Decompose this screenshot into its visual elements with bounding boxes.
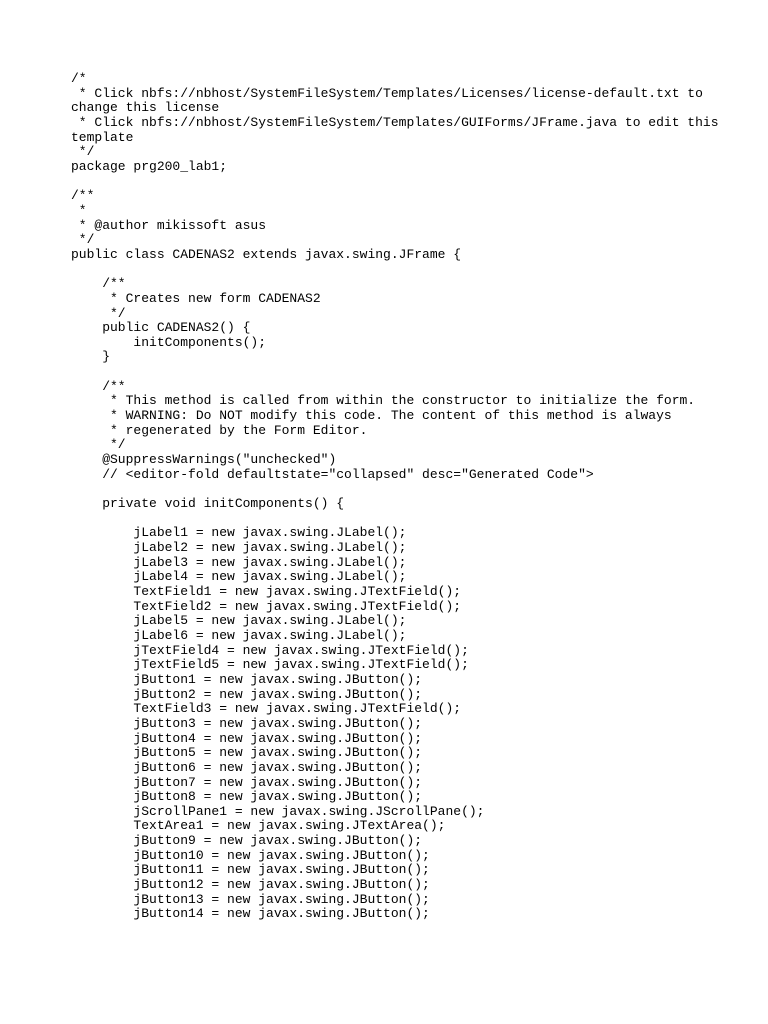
code-line: jButton1 = new javax.swing.JButton();: [71, 671, 423, 687]
code-line: /**: [71, 378, 126, 394]
code-line: * Click nbfs://nbhost/SystemFileSystem/Templates/Licenses/license-default.txt to: [71, 85, 703, 101]
code-line: jButton11 = new javax.swing.JButton();: [71, 862, 430, 878]
code-line: jLabel2 = new javax.swing.JLabel();: [71, 540, 407, 555]
code-line: private void initComponents() {: [71, 496, 345, 512]
code-line: * Creates new form CADENAS2: [71, 290, 321, 306]
code-line: package prg200_lab1;: [71, 158, 228, 174]
code-line: jLabel3 = new javax.swing.JLabel();: [71, 554, 407, 570]
code-line: jButton5 = new javax.swing.JButton();: [71, 745, 423, 761]
code-line: jButton9 = new javax.swing.JButton();: [71, 833, 423, 849]
code-line: @SuppressWarnings("unchecked"): [71, 452, 337, 468]
code-line: TextField2 = new javax.swing.JTextField();: [71, 598, 462, 614]
code-listing: [71, 71, 719, 922]
code-line: }: [71, 349, 111, 365]
code-line: [71, 365, 711, 380]
code-line: * This method is called from within the constructor to initialize the form.: [71, 393, 696, 409]
code-line: */: [71, 305, 126, 321]
code-line: [71, 175, 711, 190]
code-line: initComponents();: [71, 334, 267, 350]
code-line: // <editor-fold defaultstate="collapsed" desc="Generated Code">: [71, 466, 594, 482]
code-line: public CADENAS2() {: [71, 320, 251, 336]
code-line: jTextField5 = new javax.swing.JTextField();: [71, 657, 469, 673]
code-line: jButton8 = new javax.swing.JButton();: [71, 789, 423, 805]
code-line: jLabel5 = new javax.swing.JLabel();: [71, 613, 407, 629]
code-line: change this license: [71, 100, 220, 116]
code-line: jButton10 = new javax.swing.JButton();: [71, 847, 430, 863]
code-line: */: [71, 232, 95, 248]
code-line: [71, 512, 711, 527]
code-line: jLabel4 = new javax.swing.JLabel();: [71, 569, 407, 585]
code-line: jButton7 = new javax.swing.JButton();: [71, 774, 423, 790]
code-line: jButton13 = new javax.swing.JButton();: [71, 891, 430, 907]
code-line: jScrollPane1 = new javax.swing.JScrollPane();: [71, 803, 485, 819]
code-line: /**: [71, 276, 126, 292]
code-line: TextField3 = new javax.swing.JTextField();: [71, 701, 462, 717]
code-line: jButton2 = new javax.swing.JButton();: [71, 686, 423, 702]
code-line: [71, 263, 711, 278]
code-line: jLabel1 = new javax.swing.JLabel();: [71, 525, 407, 541]
code-line: */: [71, 144, 95, 160]
code-line: jButton14 = new javax.swing.JButton();: [71, 906, 430, 922]
code-line: * regenerated by the Form Editor.: [71, 422, 368, 438]
code-line: jLabel6 = new javax.swing.JLabel();: [71, 627, 407, 643]
code-line: jButton6 = new javax.swing.JButton();: [71, 759, 423, 775]
code-line: jButton3 = new javax.swing.JButton();: [71, 715, 423, 731]
code-line: TextField1 = new javax.swing.JTextField();: [71, 583, 462, 599]
code-line: TextArea1 = new javax.swing.JTextArea();: [71, 818, 446, 834]
code-line: [71, 482, 711, 497]
code-line: /**: [71, 188, 95, 204]
code-line: * Click nbfs://nbhost/SystemFileSystem/Templates/GUIForms/JFrame.java to edit this: [71, 114, 719, 130]
code-line: jTextField4 = new javax.swing.JTextField();: [71, 642, 469, 658]
code-line: template: [71, 129, 134, 145]
code-line: * @author mikissoft asus: [71, 217, 267, 233]
code-line: /*: [71, 71, 87, 86]
code-line: public class CADENAS2 extends javax.swing.JFrame {: [71, 246, 462, 262]
code-line: jButton12 = new javax.swing.JButton();: [71, 877, 430, 893]
code-line: jButton4 = new javax.swing.JButton();: [71, 730, 423, 746]
code-line: *: [71, 202, 87, 218]
code-line: * WARNING: Do NOT modify this code. The content of this method is always: [71, 408, 672, 424]
code-line: */: [71, 437, 126, 453]
